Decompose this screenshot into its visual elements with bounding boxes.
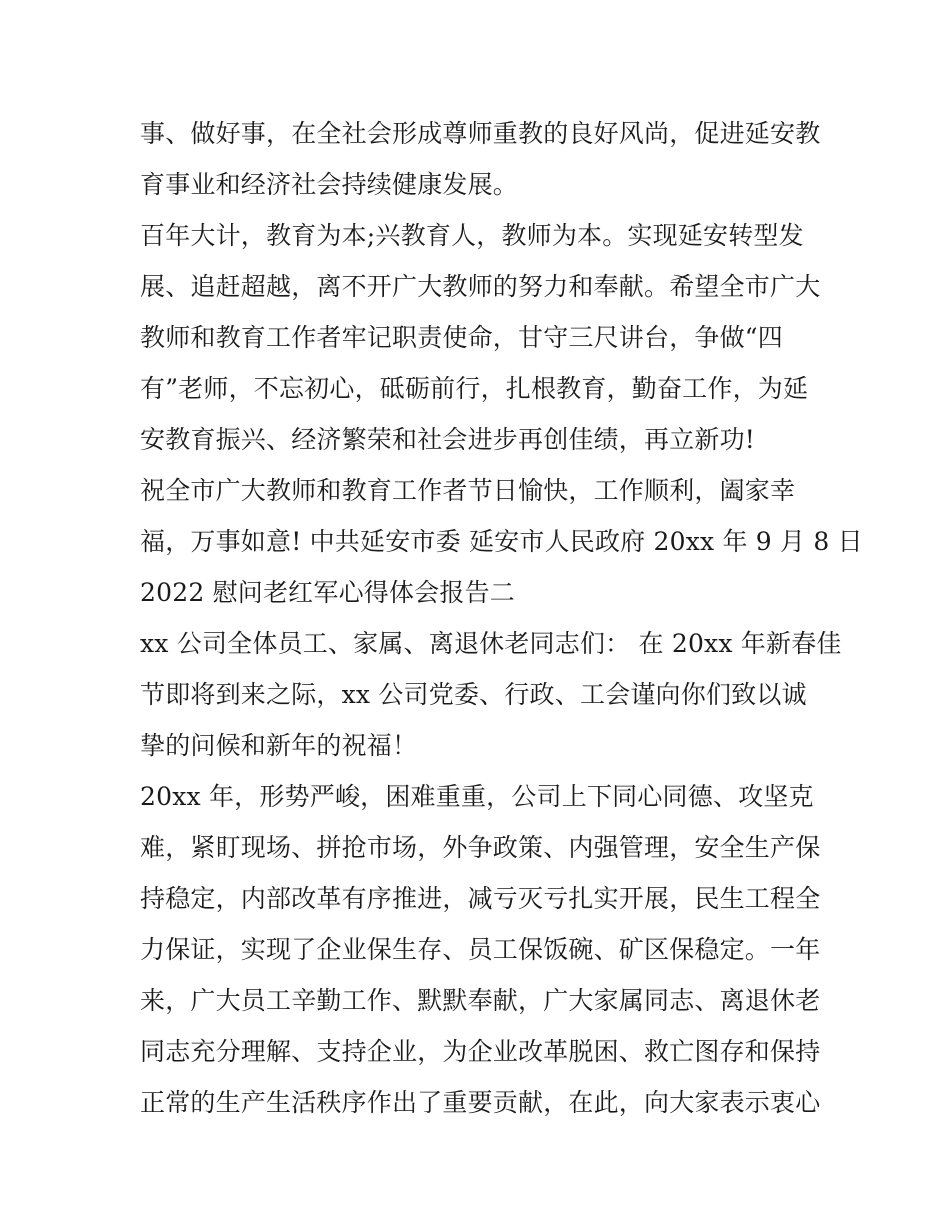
text-line: xx 公司全体员工、家属、离退休老同志们： 在 20xx 年新春佳 — [140, 629, 842, 658]
section-heading: 2022 慰问老红军心得体会报告二 — [140, 578, 515, 607]
text-line: 教师和教育工作者牢记职责使命，甘守三尺讲台，争做“四 — [140, 323, 783, 352]
text-line: 百年大计，教育为本;兴教育人，教师为本。实现延安转型发 — [140, 221, 804, 250]
document-body — [140, 108, 863, 1128]
text-line: 祝全市广大教师和教育工作者节日愉快，工作顺利，阖家幸 — [140, 476, 796, 505]
text-line: 福，万事如意! 中共延安市委 延安市人民政府 20xx 年 9 月 8 日 — [140, 527, 863, 556]
text-line: 力保证，实现了企业保生存、员工保饭碗、矿区保稳定。一年 — [140, 935, 821, 964]
text-line: 节即将到来之际，xx 公司党委、行政、工会谨向你们致以诚 — [140, 680, 807, 709]
text-line: 来，广大员工辛勤工作、默默奉献，广大家属同志、离退休老 — [140, 986, 821, 1015]
text-line: 事、做好事，在全社会形成尊师重教的良好风尚，促进延安教 — [140, 119, 821, 148]
text-line: 有”老师，不忘初心，砥砺前行，扎根教育，勤奋工作，为延 — [140, 374, 809, 403]
text-line: 安教育振兴、经济繁荣和社会进步再创佳绩，再立新功! — [140, 425, 756, 454]
text-line: 持稳定，内部改革有序推进，减亏灭亏扎实开展，民生工程全 — [140, 884, 821, 913]
text-line: 20xx 年，形势严峻，困难重重，公司上下同心同德、攻坚克 — [140, 782, 814, 811]
text-line: 展、追赶超越，离不开广大教师的努力和奉献。希望全市广大 — [140, 272, 821, 301]
text-line: 育事业和经济社会持续健康发展。 — [140, 170, 519, 199]
text-line: 同志充分理解、支持企业，为企业改革脱困、救亡图存和保持 — [140, 1037, 821, 1066]
text-line: 难，紧盯现场、拼抢市场，外争政策、内强管理，安全生产保 — [140, 833, 821, 862]
text-line: 正常的生产生活秩序作出了重要贡献，在此，向大家表示衷心 — [140, 1088, 821, 1117]
text-line: 挚的问候和新年的祝福！ — [140, 731, 418, 760]
